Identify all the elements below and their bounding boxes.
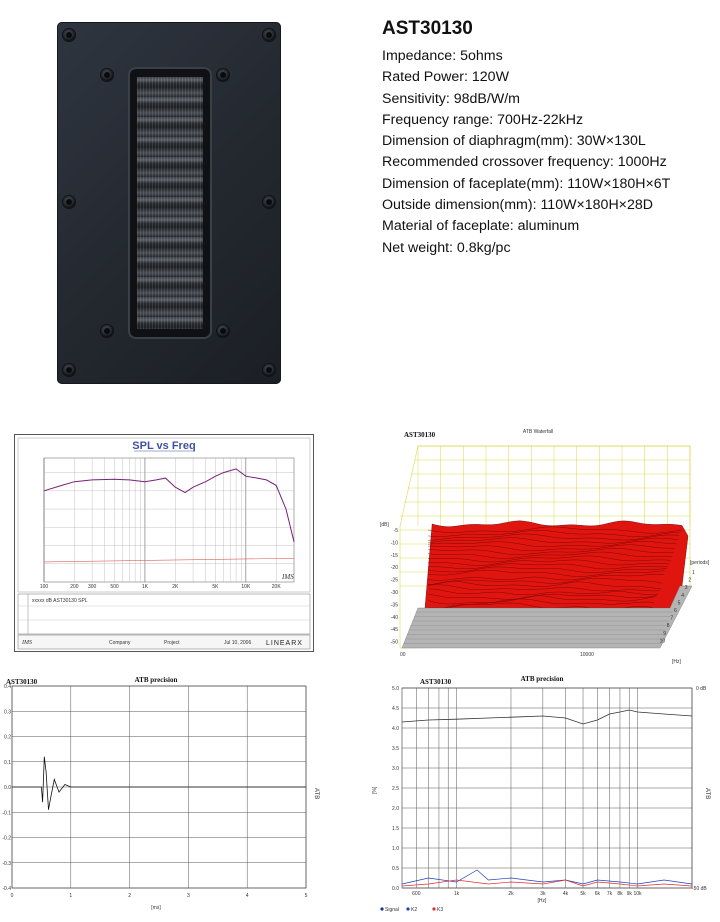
z-tick-label: 5 (677, 600, 681, 607)
spec-net-weight: Net weight: 0.8kg/pc (382, 239, 511, 256)
y-tick-label: 3.0 (392, 766, 399, 772)
spec-faceplate-dimension: Dimension of faceplate(mm): 110W×180H×6T (382, 175, 671, 192)
spl-chart-panel (14, 434, 314, 652)
spec-sensitivity: Sensitivity: 98dB/W/m (382, 90, 520, 107)
legend-label: K3 (437, 907, 444, 913)
y-tick-label: -0.2 (2, 835, 11, 842)
screw-icon (101, 325, 113, 337)
x-tick-label: 3k (540, 891, 546, 897)
distortion-legend (380, 907, 443, 913)
impulse-line (12, 757, 306, 810)
z-tick-label: 10 (659, 638, 666, 645)
x-tick-label: 10K (241, 584, 251, 590)
company-field: Company (109, 640, 131, 646)
x-tick-label: 5K (212, 584, 219, 590)
percent-axis-label: [%] (372, 786, 378, 794)
z-axis-label: [periods] (690, 560, 710, 566)
screw-icon (101, 69, 113, 81)
y-tick-label: -30 (390, 590, 398, 596)
x-tick-label: 100 (39, 584, 49, 590)
y-tick-label: 2.5 (392, 786, 399, 792)
brand-logo: LINEARX (266, 640, 303, 647)
ribbon-diaphragm (137, 77, 203, 329)
x-tick-label: 200 (70, 584, 79, 590)
impulse-chart (4, 676, 322, 914)
y-tick-label: -15 (390, 552, 398, 559)
spec-rated-power: Rated Power: 120W (382, 69, 509, 86)
spec-faceplate-material: Material of faceplate: aluminum (382, 218, 580, 235)
x-tick-label: 5 (304, 893, 308, 899)
y-axis-label: ATB (313, 788, 319, 800)
y-tick-label: 1.0 (392, 846, 399, 852)
legend-label: K2 (411, 907, 418, 913)
x-tick-label: 3 (187, 893, 190, 899)
distortion-grid (392, 686, 692, 897)
x-tick-label: 10k (633, 891, 642, 897)
waterfall-chart-panel (370, 426, 710, 666)
z-tick-label: 8 (666, 623, 670, 630)
x-tick-label: 00 (400, 652, 406, 658)
y-axis-label: [dB] (380, 522, 389, 528)
z-tick-label: 9 (663, 630, 666, 637)
screw-icon (217, 325, 229, 337)
legend-label: Signal (385, 907, 399, 913)
svg-text:IMS: IMS (22, 640, 32, 646)
y-tick-label: -50 (390, 639, 398, 646)
x-tick-label: 600 (412, 891, 421, 897)
screw-icon (63, 364, 75, 376)
chart-label: AST30130 (6, 678, 38, 686)
x-tick-label: 1k (453, 891, 460, 897)
y-tick-label: -0.4 (2, 886, 11, 892)
x-axis-label: [ms] (151, 905, 161, 911)
y-tick-label: -10 (390, 540, 398, 547)
y-tick-label: 0.1 (4, 759, 11, 766)
y-tick-label: 2.0 (392, 806, 399, 812)
x-tick-label: 20K (271, 584, 281, 590)
y-tick-label: 0.4 (4, 684, 11, 690)
x-tick-label: 0 (10, 893, 14, 899)
y-tick-label: 1.5 (392, 826, 399, 832)
ims-logo: IMS (282, 573, 294, 581)
x-tick-label: 500 (110, 584, 119, 590)
spec-outside-dimension: Outside dimension(mm): 110W×180H×28D (382, 197, 653, 214)
screw-icon (63, 29, 75, 41)
product-photo (57, 22, 281, 384)
y-tick-label: 4.5 (392, 706, 399, 712)
y-tick-label: 0.5 (392, 866, 399, 872)
z-tick-label: 6 (674, 608, 677, 614)
x-tick-label: 6k (594, 891, 600, 897)
waterfall-y-ticks (391, 528, 398, 646)
screw-icon (63, 196, 75, 208)
y-tick-label: -35 (390, 602, 398, 609)
x-tick-label: 1 (69, 893, 73, 899)
waterfall-chart (370, 426, 710, 666)
y-tick-label: -40 (390, 614, 398, 621)
x-tick-label: 2 (128, 893, 131, 899)
impulse-chart-panel (4, 676, 322, 914)
x-tick-label: 4k (562, 891, 569, 897)
screw-icon (217, 69, 229, 81)
spl-chart (14, 434, 314, 652)
y-axis-label: ATB (704, 788, 710, 800)
model-title: AST30130 (382, 18, 473, 39)
screw-icon (263, 196, 275, 208)
spec-diaphragm-dimension: Dimension of diaphragm(mm): 30W×130L (382, 133, 646, 150)
k3-line (402, 880, 692, 886)
z-tick-label: 2 (688, 577, 692, 584)
x-tick-label: 5k (580, 891, 586, 897)
right-label-bottom: -50 dB (692, 886, 707, 892)
x-tick-label: 7k (606, 891, 613, 897)
y-tick-label: 3.5 (392, 746, 399, 752)
legend-marker (406, 907, 409, 910)
x-tick-label: 2K (172, 584, 179, 590)
chart-title: SPL vs Freq (132, 440, 196, 452)
screw-icon (263, 29, 275, 41)
y-tick-label: -25 (390, 577, 398, 584)
x-tick-label: 8k (617, 891, 623, 897)
y-tick-label: -0.1 (2, 810, 11, 817)
x-tick-label: 300 (87, 584, 97, 590)
spec-frequency-range: Frequency range: 700Hz-22kHz (382, 111, 584, 128)
legend-marker (380, 907, 383, 910)
y-tick-label: 5.0 (392, 686, 399, 692)
screw-icon (263, 364, 275, 376)
x-axis-label: [Hz] (672, 659, 681, 665)
y-tick-label: -45 (390, 627, 398, 634)
y-tick-label: 4.0 (392, 726, 399, 732)
project-field: Project (164, 640, 180, 646)
y-tick-label: -0.3 (2, 860, 11, 867)
right-label-top: 0 dB (696, 686, 707, 692)
impulse-grid (2, 684, 307, 899)
y-tick-label: 0.3 (4, 709, 11, 716)
y-tick-label: 0.0 (392, 886, 399, 892)
legend-marker (432, 907, 435, 910)
distortion-chart (370, 676, 714, 916)
chart-label: AST30130 (404, 431, 436, 439)
chart-label: AST30130 (420, 678, 452, 686)
spec-crossover: Recommended crossover frequency: 1000Hz (382, 154, 667, 171)
z-tick-label: 1 (692, 570, 695, 576)
y-tick-label: -5 (393, 528, 398, 534)
x-tick-label: 2k (508, 891, 514, 897)
chart-title: ATB precision (134, 676, 178, 684)
distortion-chart-panel (370, 676, 714, 916)
z-tick-label: 7 (670, 615, 674, 622)
x-tick-label: 10000 (580, 652, 594, 658)
date-field: Jul 10, 2006 (224, 640, 252, 646)
z-tick-label: 4 (681, 592, 684, 599)
spec-impedance: Impedance: 5ohms (382, 48, 503, 64)
legend-entry: xxxxx dB AST30130 SPL (32, 598, 88, 604)
chart-title: ATB Waterfall (522, 429, 554, 435)
z-tick-label: 3 (684, 585, 688, 592)
spec-block (382, 18, 712, 259)
y-tick-label: 0.0 (4, 785, 11, 791)
y-tick-label: 0.2 (4, 734, 11, 741)
x-tick-label: 9k (626, 891, 632, 897)
x-tick-label: 4 (245, 893, 249, 899)
y-tick-label: -20 (390, 565, 398, 572)
chart-title: ATB precision (520, 675, 564, 683)
signal-line (402, 710, 692, 724)
x-tick-label: 1K (141, 584, 148, 590)
x-axis-label: [Hz] (537, 898, 547, 904)
